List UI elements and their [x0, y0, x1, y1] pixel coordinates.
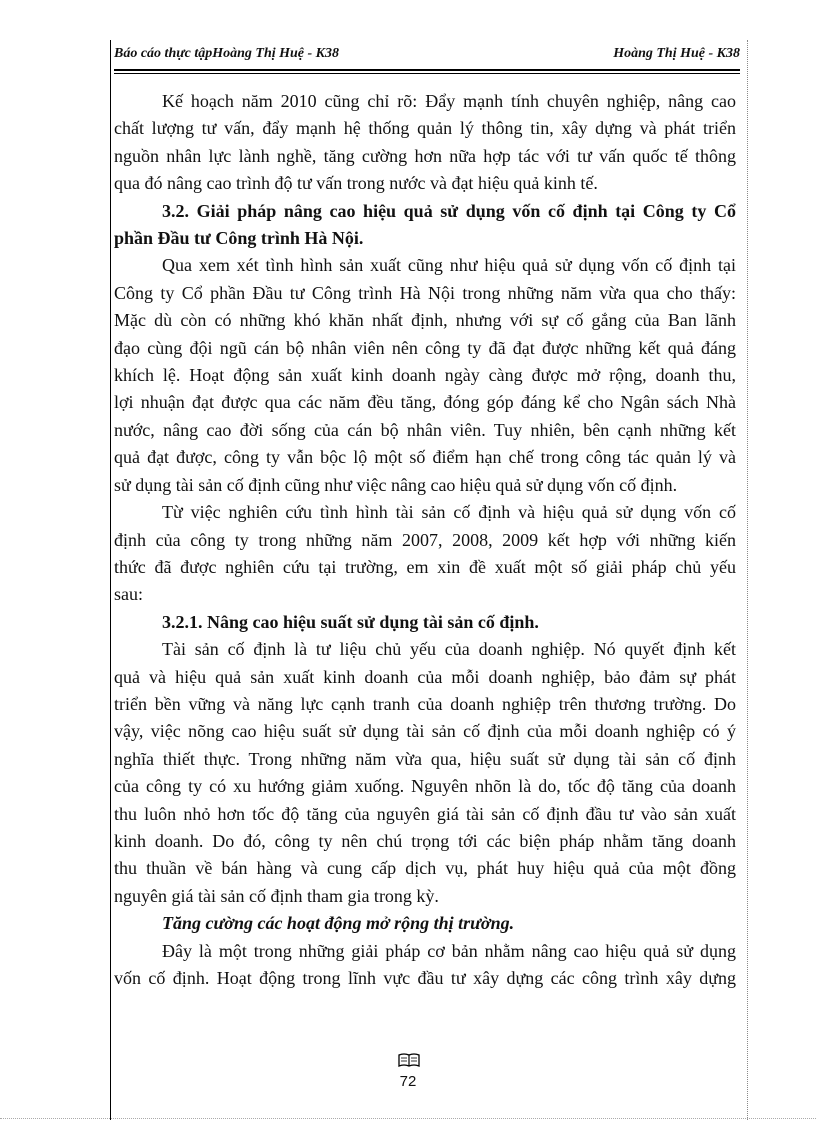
body-line: quả và hiệu quả sản xuất kinh doanh của mỗi doanh nghiệp, bảo đảm sự phát — [114, 666, 736, 687]
document-body — [114, 88, 736, 992]
body-line: nguyên giá tài sản cố định tham gia trong kỳ. — [114, 885, 439, 906]
body-line: định của công ty trong những năm 2007, 2008, 2009 kết hợp với những kiến — [114, 529, 736, 550]
body-line: qua đó nâng cao trình độ tư vấn trong nước và đạt hiệu quả kinh tế. — [114, 173, 598, 194]
body-line: nghĩa thiết thực. Trong những năm vừa qua, hiệu suất sử dụng tài sản cố định — [114, 748, 736, 769]
page-header — [114, 46, 740, 68]
body-line: vậy, việc nõng cao hiệu suất sử dụng tài sản cố định của mỗi doanh nghiệp có ý — [114, 721, 736, 742]
body-line: triển bền vững và năng lực cạnh tranh của doanh nghiệp trên thương trường. Do — [114, 693, 736, 714]
body-line: Công ty Cổ phần Đầu tư Công trình Hà Nội trong những năm vừa qua cho thấy: — [114, 282, 736, 303]
subsection-heading: 3.2.1. Nâng cao hiệu suất sử dụng tài sản cố định. — [162, 611, 539, 632]
body-line: thức đã được nghiên cứu tại trường, em xin đề xuất một số giải pháp chủ yếu — [114, 556, 736, 577]
body-line: lợi nhuận đạt được qua các năm đều tăng, đóng góp đáng kể cho Ngân sách Nhà — [114, 392, 736, 413]
body-line: khích lệ. Hoạt động sản xuất kinh doanh ngày càng được mở rộng, doanh thu, — [114, 365, 736, 386]
body-line: của công ty có xu hướng giảm xuống. Nguyên nhõn là do, tốc độ tăng của doanh — [114, 776, 736, 797]
body-line: Kế hoạch năm 2010 cũng chỉ rõ: Đẩy mạnh tính chuyên nghiệp, nâng cao — [162, 91, 736, 111]
page-number: 72 — [399, 1073, 417, 1090]
body-line: thu thuần về bán hàng và cung cấp dịch vụ, phát huy hiệu quả của một đồng — [114, 858, 736, 879]
bottom-divider — [0, 1118, 816, 1119]
body-line: vốn cố định. Hoạt động trong lĩnh vực đầu tư xây dựng các công trình xây dựng — [114, 968, 736, 988]
body-line: Tài sản cố định là tư liệu chủ yếu của doanh nghiệp. Nó quyết định kết — [162, 639, 736, 660]
body-line: Đây là một trong những giải pháp cơ bản nhằm nâng cao hiệu quả sử dụng — [162, 940, 736, 961]
section-heading: 3.2. Giải pháp nâng cao hiệu quả sử dụng vốn cố định tại Công ty Cổ — [162, 200, 736, 221]
body-line: quả đạt được, công ty vẫn bộc lộ một số điểm hạn chế trong công tác quản lý và — [114, 447, 736, 468]
book-icon — [398, 1052, 420, 1068]
body-line: nguồn nhân lực lành nghề, tăng cường hơn nữa hợp tác với tư vấn quốc tế thông — [114, 145, 736, 166]
body-line: sử dụng tài sản cố định cũng như việc nâng cao hiệu quả sử dụng vốn cố định. — [114, 474, 678, 495]
body-line: Mặc dù còn có những khó khăn nhất định, nhưng với sự cố gắng của Ban lãnh — [114, 310, 736, 331]
section-heading: phần Đầu tư Công trình Hà Nội. — [114, 228, 364, 249]
body-line: chất lượng tư vấn, đẩy mạnh hệ thống quản lý thông tin, xây dựng và phát triển — [114, 118, 736, 139]
header-left-text: Báo cáo thực tậpHoàng Thị Huệ - K38 — [114, 46, 340, 61]
header-rule-thin — [114, 73, 740, 74]
header-right-text: Hoàng Thị Huệ - K38 — [613, 46, 740, 61]
body-line: thu luôn nhỏ hơn tốc độ tăng của nguyên giá tài sản cố định đầu tư vào sản xuất — [114, 803, 736, 824]
body-line: Qua xem xét tình hình sản xuất cũng như hiệu quả sử dụng vốn cố định tại — [162, 255, 736, 276]
body-line: nước, nâng cao đời sống của cán bộ nhân viên. Tuy nhiên, bên cạnh những kết — [114, 419, 736, 440]
header-rule — [114, 69, 740, 71]
italic-subheading: Tăng cường các hoạt động mở rộng thị trường. — [162, 913, 515, 934]
body-line: sau: — [114, 584, 143, 605]
body-line: kinh doanh. Do đó, công ty nên chú trọng tới các biện pháp nhằm tăng doanh — [114, 830, 736, 851]
body-line: đạo cùng đội ngũ cán bộ nhân viên nên công ty đã đạt được những kết quả đáng — [114, 337, 736, 358]
body-line: Từ việc nghiên cứu tình hình tài sản cố định và hiệu quả sử dụng vốn cố — [162, 502, 736, 523]
